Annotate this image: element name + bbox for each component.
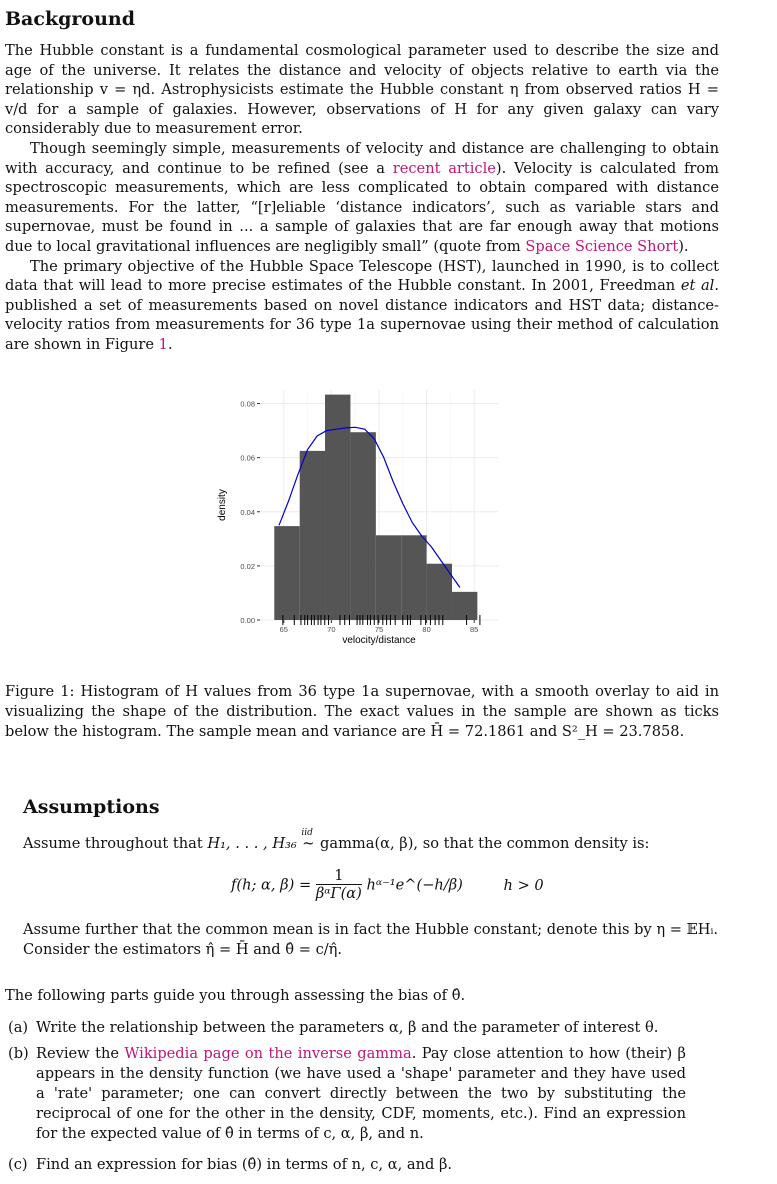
y-tick-label: 0.06 bbox=[240, 453, 255, 463]
histogram-bar bbox=[452, 592, 477, 620]
histogram-bar bbox=[376, 535, 401, 620]
y-tick-label: 0.00 bbox=[240, 616, 255, 625]
background-text bbox=[5, 41, 719, 355]
background-paragraph-3: The primary objective of the Hubble Space Telescope (HST), launched in 1990, is to collect data that will lead to more precise estimates of the Hubble constant. In 2001, Freedman et al. published a set of measurements based on novel distance indicators and HST data; distance-velocity ratios from measurements for 36 type 1a supernovae using their method of calculation are shown in Figure 1. bbox=[5, 257, 719, 353]
assumption-line-1: Assume throughout that H₁, . . . , H₃₆ iid ~ gamma(α, β), so that the common density is: bbox=[23, 828, 650, 852]
x-tick-label: 75 bbox=[374, 625, 384, 634]
assumption-line-2: Assume further that the common mean is in fact the Hubble constant; denote this by η = 𝔼Hᵢ. Consider the estimators η̂ = H̄ and θ̂ = c/η̂. bbox=[23, 921, 719, 958]
background-paragraph-2: Though seemingly simple, measurements of velocity and distance are challenging to obtain with accuracy, and continue to be refined (see a recent article). Velocity is calculated from spectroscopic measurements, which are less complicated to obtain compared with distance measurements. For the latter, “[r]eliable ‘distance indicators’, such as variable stars and supernovae, must be found in ... a sample of galaxies that are far enough away that motions due to local gravitational influences are negligibly small” (quote from Space Science Short). bbox=[5, 139, 719, 255]
y-tick-label: 0.04 bbox=[240, 507, 255, 517]
x-axis-label: velocity/distance bbox=[342, 635, 416, 646]
gamma-density-formula: f(h; α, β) = $\frac{1}{\text{βᵅΓ(α)}}$ hᵅ⁻¹e^(−h/β) h > 0 bbox=[231, 867, 544, 902]
x-tick-label: 85 bbox=[470, 625, 479, 634]
histogram-bar bbox=[427, 564, 452, 620]
figure-1-link[interactable]: 1 bbox=[158, 335, 168, 353]
y-tick-label: 0.08 bbox=[240, 399, 255, 409]
x-tick-label: 80 bbox=[422, 625, 431, 634]
space-science-short-link[interactable]: Space Science Short bbox=[525, 237, 679, 255]
histogram-bar bbox=[350, 432, 375, 620]
background-heading: Background bbox=[5, 8, 135, 30]
y-axis-label: density bbox=[217, 489, 228, 521]
wikipedia-inverse-gamma-link[interactable]: Wikipedia page on the inverse gamma bbox=[124, 1045, 412, 1062]
histogram-bar bbox=[401, 535, 426, 620]
histogram-bar bbox=[274, 526, 299, 620]
histogram-chart bbox=[200, 385, 500, 665]
histogram-bar bbox=[300, 451, 325, 620]
assumptions-heading: Assumptions bbox=[23, 796, 160, 818]
x-tick-label: 65 bbox=[279, 625, 288, 634]
x-tick-label: 70 bbox=[327, 625, 336, 634]
background-paragraph-1: The Hubble constant is a fundamental cosmological parameter used to describe the size and age of the universe. It relates the distance and velocity of objects relative to earth via the relationship v = ηd. Astrophysicists estimate the Hubble constant η from observed ratios H = v/d for a sample of galaxies. However, observations of H for any given galaxy can vary considerably due to measurement error. bbox=[5, 42, 719, 138]
parts-intro: The following parts guide you through assessing the bias of θ̂. bbox=[5, 987, 466, 1004]
y-tick-label: 0.02 bbox=[240, 561, 255, 571]
histogram-figure bbox=[200, 385, 500, 665]
recent-article-link[interactable]: recent article bbox=[392, 159, 496, 177]
figure-caption: Figure 1: Histogram of H values from 36 type 1a supernovae, with a smooth overlay to aid in visualizing the shape of the distribution. The exact values in the sample are shown as ticks below the histogram. The sample mean and variance are H̄ = 72.1861 and S²_H = 23.7858. bbox=[5, 683, 719, 740]
